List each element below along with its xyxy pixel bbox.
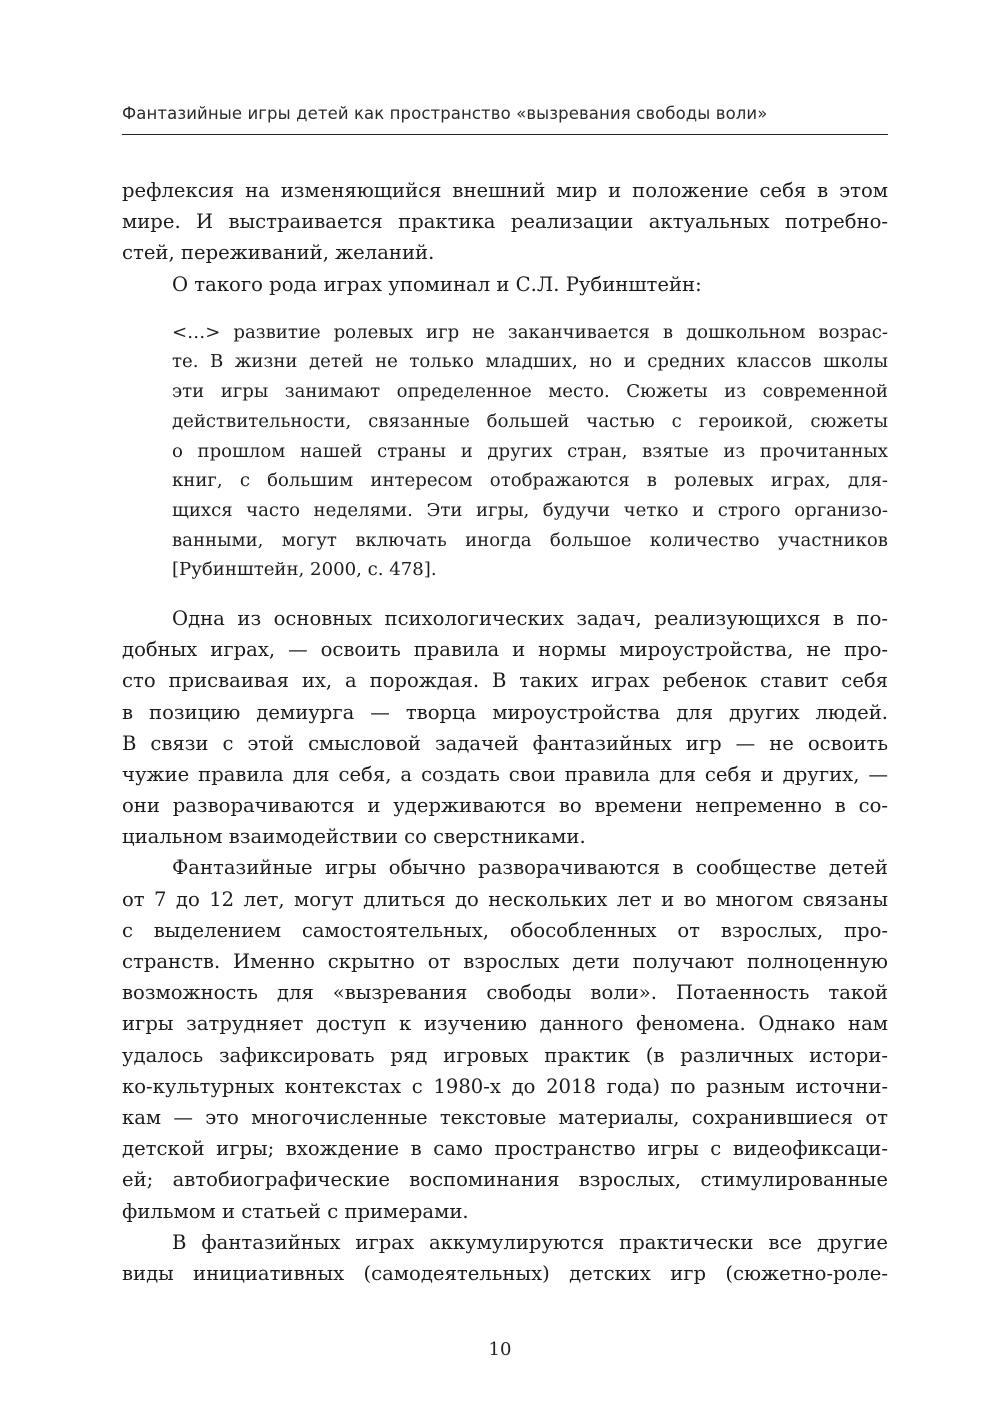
text-line: от 7 до 12 лет, могут длиться до нескольких лет и во многом связаны: [122, 887, 888, 911]
quote-line: эти игры занимают определенное место. Сюжеты из современной: [172, 381, 888, 403]
text-line: Одна из основных психологических задач, реализующихся в по-: [172, 606, 888, 630]
quote-citation: [Рубинштейн, 2000, с. 478].: [172, 559, 437, 581]
text-line: Фантазийные игры обычно разворачиваются в сообществе детей: [172, 856, 888, 880]
text-line: ко-культурных контекстах с 1980-х до 2018 года) по разным источни-: [122, 1074, 888, 1098]
text-line: в позицию демиурга — творца мироустройства для других людей.: [122, 700, 888, 724]
running-header: Фантазийные игры детей как пространство «вызревания свободы воли»: [122, 104, 768, 123]
quote-line: ванными, могут включать иногда большое количество участников: [172, 529, 888, 551]
text-line: удалось зафиксировать ряд игровых практик (в различных истори-: [122, 1043, 888, 1067]
paragraph-accumulation: [122, 1227, 888, 1289]
text-line: чужие правила для себя, а создать свои правила для себя и других, —: [122, 762, 888, 786]
text-line: они разворачиваются и удерживаются во времени непременно в со-: [122, 794, 888, 818]
quote-line: те. В жизни детей не только младших, но и средних классов школы: [172, 351, 888, 373]
text-line: странств. Именно скрытно от взрослых дети получают полноценную: [122, 950, 888, 973]
text-line: фильмом и статьей с примерами.: [122, 1199, 469, 1223]
text-line: мире. И выстраивается практика реализации актуальных потребно-: [122, 210, 888, 234]
quote-line: щихся часто неделями. Эти игры, будучи четко и строго организо-: [172, 499, 888, 521]
text-line: добных играх, — освоить правила и нормы мироустройства, не про-: [122, 638, 888, 662]
text-line: детской игры; вхождение в само пространство игры с видеофиксаци-: [122, 1137, 888, 1161]
paragraph-citation-intro: [122, 269, 888, 300]
text-line: циальном взаимодействии со сверстниками.: [122, 825, 586, 849]
page-number: 10: [488, 1339, 512, 1360]
block-quote: [172, 318, 888, 585]
text-line: В связи с этой смысловой задачей фантазийных игр — не освоить: [122, 731, 888, 755]
quote-line: книг, с большим интересом отображаются в ролевых играх, для-: [172, 470, 888, 492]
quote-line: о прошлом нашей страны и других стран, взятые из прочитанных: [172, 440, 888, 462]
text-line: О такого рода играх упоминал и С.Л. Рубинштейн:: [172, 272, 702, 296]
quote-line: действительности, связанные большей частью с героикой, сюжеты: [172, 410, 888, 432]
text-line: стей, переживаний, желаний.: [122, 241, 435, 265]
paragraph-tasks: [122, 603, 888, 853]
body-text: [122, 175, 888, 1289]
text-line: сто присваивая их, а порождая. В таких играх ребенок ставит себя: [122, 669, 888, 693]
header-rule: [122, 134, 888, 135]
text-line: ей; автобиографические воспоминания взрослых, стимулированные: [122, 1168, 888, 1192]
paragraph-fantasy-games: [122, 852, 888, 1226]
text-line: с выделением самостоятельных, обособленных от взрослых, про-: [122, 918, 888, 942]
text-line: кам — это многочисленные текстовые материалы, сохранившиеся от: [122, 1105, 888, 1129]
text-line: виды инициативных (самодеятельных) детских игр (сюжетно-роле-: [122, 1261, 888, 1285]
text-line: возможность для «вызревания свободы воли». Потаенность такой: [122, 981, 888, 1005]
text-line: рефлексия на изменяющийся внешний мир и положение себя в этом: [122, 179, 888, 202]
text-line: игры затрудняет доступ к изучению данного феномена. Однако нам: [122, 1012, 888, 1036]
text-line: В фантазийных играх аккумулируются практически все другие: [172, 1230, 888, 1254]
quote-line: <…> развитие ролевых игр не заканчивается в дошкольном возрас-: [172, 321, 888, 343]
paragraph-continuation: [122, 175, 888, 269]
